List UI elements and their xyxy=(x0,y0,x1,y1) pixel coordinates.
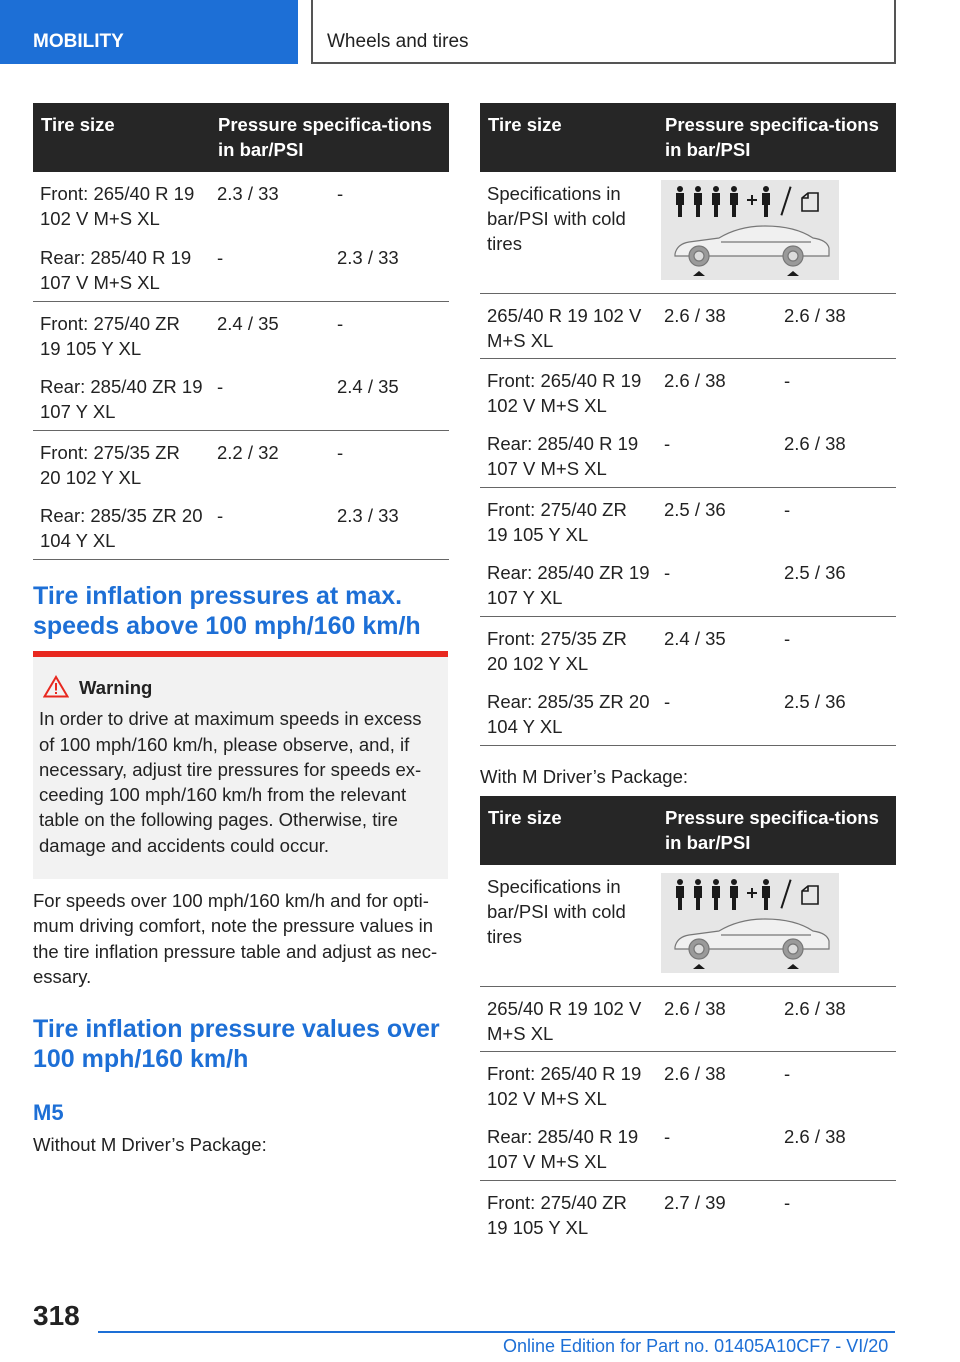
model-heading: M5 xyxy=(33,1100,64,1125)
front-pressure-cell: 2.2 / 32 xyxy=(217,441,279,463)
table-header-row xyxy=(33,103,449,172)
table-row xyxy=(480,680,896,745)
front-pressure-cell: - xyxy=(210,236,330,301)
front-pressure-cell: 2.6 / 38 xyxy=(657,293,777,358)
col-pressure: Pressure specifica-tions in bar/PSI xyxy=(657,103,896,172)
tire-size-cell: Rear: 285/40 ZR 19 107 Y XL xyxy=(480,551,657,616)
tire-size-cell: Front: 275/40 ZR 19 105 Y XL xyxy=(40,312,180,359)
pressure-table-with-package xyxy=(480,796,896,1244)
front-pressure-cell: - xyxy=(657,680,777,745)
table-row xyxy=(33,172,449,236)
rear-pressure-cell: 2.3 / 33 xyxy=(330,236,449,301)
front-pressure-cell: 2.5 / 36 xyxy=(664,498,726,520)
col-tire-size: Tire size xyxy=(33,103,210,172)
warning-triangle-icon xyxy=(43,675,69,704)
rear-pressure-cell: - xyxy=(784,369,791,391)
rear-pressure-cell: - xyxy=(337,441,344,463)
spec-label: Specifications in bar/PSI with cold tires xyxy=(480,172,657,293)
table-row xyxy=(480,422,896,487)
front-pressure-cell: - xyxy=(210,365,330,430)
front-pressure-cell: 2.4 / 35 xyxy=(217,312,279,334)
spec-label: Specifications in bar/PSI with cold tires xyxy=(480,865,657,986)
table-row xyxy=(480,986,896,1051)
table-row xyxy=(480,865,896,986)
front-pressure-cell: 2.3 / 33 xyxy=(217,183,279,204)
rear-pressure-cell: 2.5 / 36 xyxy=(777,680,896,745)
table-row xyxy=(480,293,896,358)
table-row xyxy=(480,487,896,551)
rear-pressure-cell: - xyxy=(784,627,791,649)
tire-size-cell: Front: 275/40 ZR 19 105 Y XL xyxy=(487,1191,627,1238)
front-pressure-cell: 2.4 / 35 xyxy=(664,627,726,649)
without-package-label: Without M Driver’s Package: xyxy=(33,1134,267,1155)
table-row xyxy=(480,551,896,616)
section-heading-max-speeds: Tire inflation pressures at max. speeds above 100 mph/160 km/h xyxy=(33,582,421,640)
rear-pressure-cell: 2.6 / 38 xyxy=(777,422,896,487)
section-tab: MOBILITY xyxy=(0,0,298,64)
warning-text: In order to drive at maximum speeds in excess of 100 mph/160 km/h, please observe, and, if necessary, adjust tire pressures for speeds ex-ceeding 100 mph/160 km/h from the relevant table on the following pages. Otherwise, tire damage and accidents could occur. xyxy=(39,708,422,856)
footer-divider xyxy=(98,1331,895,1333)
table-row xyxy=(33,365,449,430)
table-row xyxy=(480,358,896,422)
col-pressure: Pressure specifica-tions in bar/PSI xyxy=(657,796,896,865)
load-icon-cell xyxy=(657,865,896,986)
tire-size-cell: Rear: 285/40 R 19 107 V M+S XL xyxy=(480,1115,657,1180)
rear-pressure-cell: - xyxy=(784,498,791,520)
tire-size-cell: Front: 265/40 R 19 102 V M+S XL xyxy=(487,1062,642,1109)
tire-size-cell: Rear: 285/40 R 19 107 V M+S XL xyxy=(480,422,657,487)
col-tire-size: Tire size xyxy=(480,103,657,172)
rear-pressure-cell: - xyxy=(784,1191,791,1213)
table-row xyxy=(33,236,449,301)
table-row xyxy=(33,301,449,365)
rear-pressure-cell: 2.3 / 33 xyxy=(330,494,449,559)
table-row xyxy=(480,1115,896,1180)
warning-title: Warning xyxy=(79,677,153,698)
table-header-row xyxy=(480,796,896,865)
tire-size-cell: Front: 265/40 R 19 102 V M+S XL xyxy=(40,183,195,229)
table-row xyxy=(480,616,896,680)
with-package-label: With M Driver’s Package: xyxy=(480,766,689,787)
warning-box xyxy=(33,657,448,879)
pressure-table-left xyxy=(33,103,449,560)
page-number: 318 xyxy=(33,1300,80,1331)
table-row xyxy=(480,1180,896,1244)
rear-pressure-cell: 2.5 / 36 xyxy=(777,551,896,616)
load-condition-icon xyxy=(661,180,839,280)
tire-size-cell: Front: 265/40 R 19 102 V M+S XL xyxy=(487,369,642,416)
rear-pressure-cell: 2.6 / 38 xyxy=(777,293,896,358)
table-header-row xyxy=(480,103,896,172)
paragraph-high-speed: For speeds over 100 mph/160 km/h and for opti-mum driving comfort, note the pressure values in the tire inflation pressure table and adjust as nec-essary. xyxy=(33,890,438,987)
rear-pressure-cell: 2.6 / 38 xyxy=(777,1115,896,1180)
tire-size-cell: 265/40 R 19 102 V M+S XL xyxy=(480,986,657,1051)
rear-pressure-cell: 2.4 / 35 xyxy=(330,365,449,430)
section-heading-values: Tire inflation pressure values over 100 mph/160 km/h xyxy=(33,1015,440,1073)
front-pressure-cell: 2.6 / 38 xyxy=(664,1062,726,1084)
col-pressure: Pressure specifica-tions in bar/PSI xyxy=(210,103,449,172)
front-pressure-cell: - xyxy=(657,1115,777,1180)
tire-size-cell: Front: 275/40 ZR 19 105 Y XL xyxy=(487,498,627,545)
rear-pressure-cell: - xyxy=(337,183,344,204)
rear-pressure-cell: - xyxy=(784,1062,791,1084)
edition-info: Online Edition for Part no. 01405A10CF7 - VI/20 xyxy=(503,1336,889,1356)
front-pressure-cell: - xyxy=(657,551,777,616)
rear-pressure-cell: 2.6 / 38 xyxy=(777,986,896,1051)
load-icon-cell xyxy=(657,172,896,293)
front-pressure-cell: - xyxy=(657,422,777,487)
tire-size-cell: Rear: 285/40 ZR 19 107 Y XL xyxy=(33,365,210,430)
front-pressure-cell: - xyxy=(210,494,330,559)
table-row xyxy=(33,430,449,494)
tire-size-cell: Rear: 285/35 ZR 20 104 Y XL xyxy=(480,680,657,745)
table-row xyxy=(480,1051,896,1115)
load-condition-icon xyxy=(661,873,839,973)
front-pressure-cell: 2.6 / 38 xyxy=(657,986,777,1051)
tire-size-cell: Rear: 285/35 ZR 20 104 Y XL xyxy=(33,494,210,559)
pressure-table-without-package xyxy=(480,103,896,746)
rear-pressure-cell: - xyxy=(337,312,344,334)
tire-size-cell: 265/40 R 19 102 V M+S XL xyxy=(480,293,657,358)
tire-size-cell: Rear: 285/40 R 19 107 V M+S XL xyxy=(33,236,210,301)
front-pressure-cell: 2.7 / 39 xyxy=(664,1191,726,1213)
table-row xyxy=(33,494,449,559)
tire-size-cell: Front: 275/35 ZR 20 102 Y XL xyxy=(487,627,627,674)
front-pressure-cell: 2.6 / 38 xyxy=(664,369,726,391)
col-tire-size: Tire size xyxy=(480,796,657,865)
table-row xyxy=(480,172,896,293)
chapter-title: Wheels and tires xyxy=(311,0,896,64)
tire-size-cell: Front: 275/35 ZR 20 102 Y XL xyxy=(40,441,180,488)
